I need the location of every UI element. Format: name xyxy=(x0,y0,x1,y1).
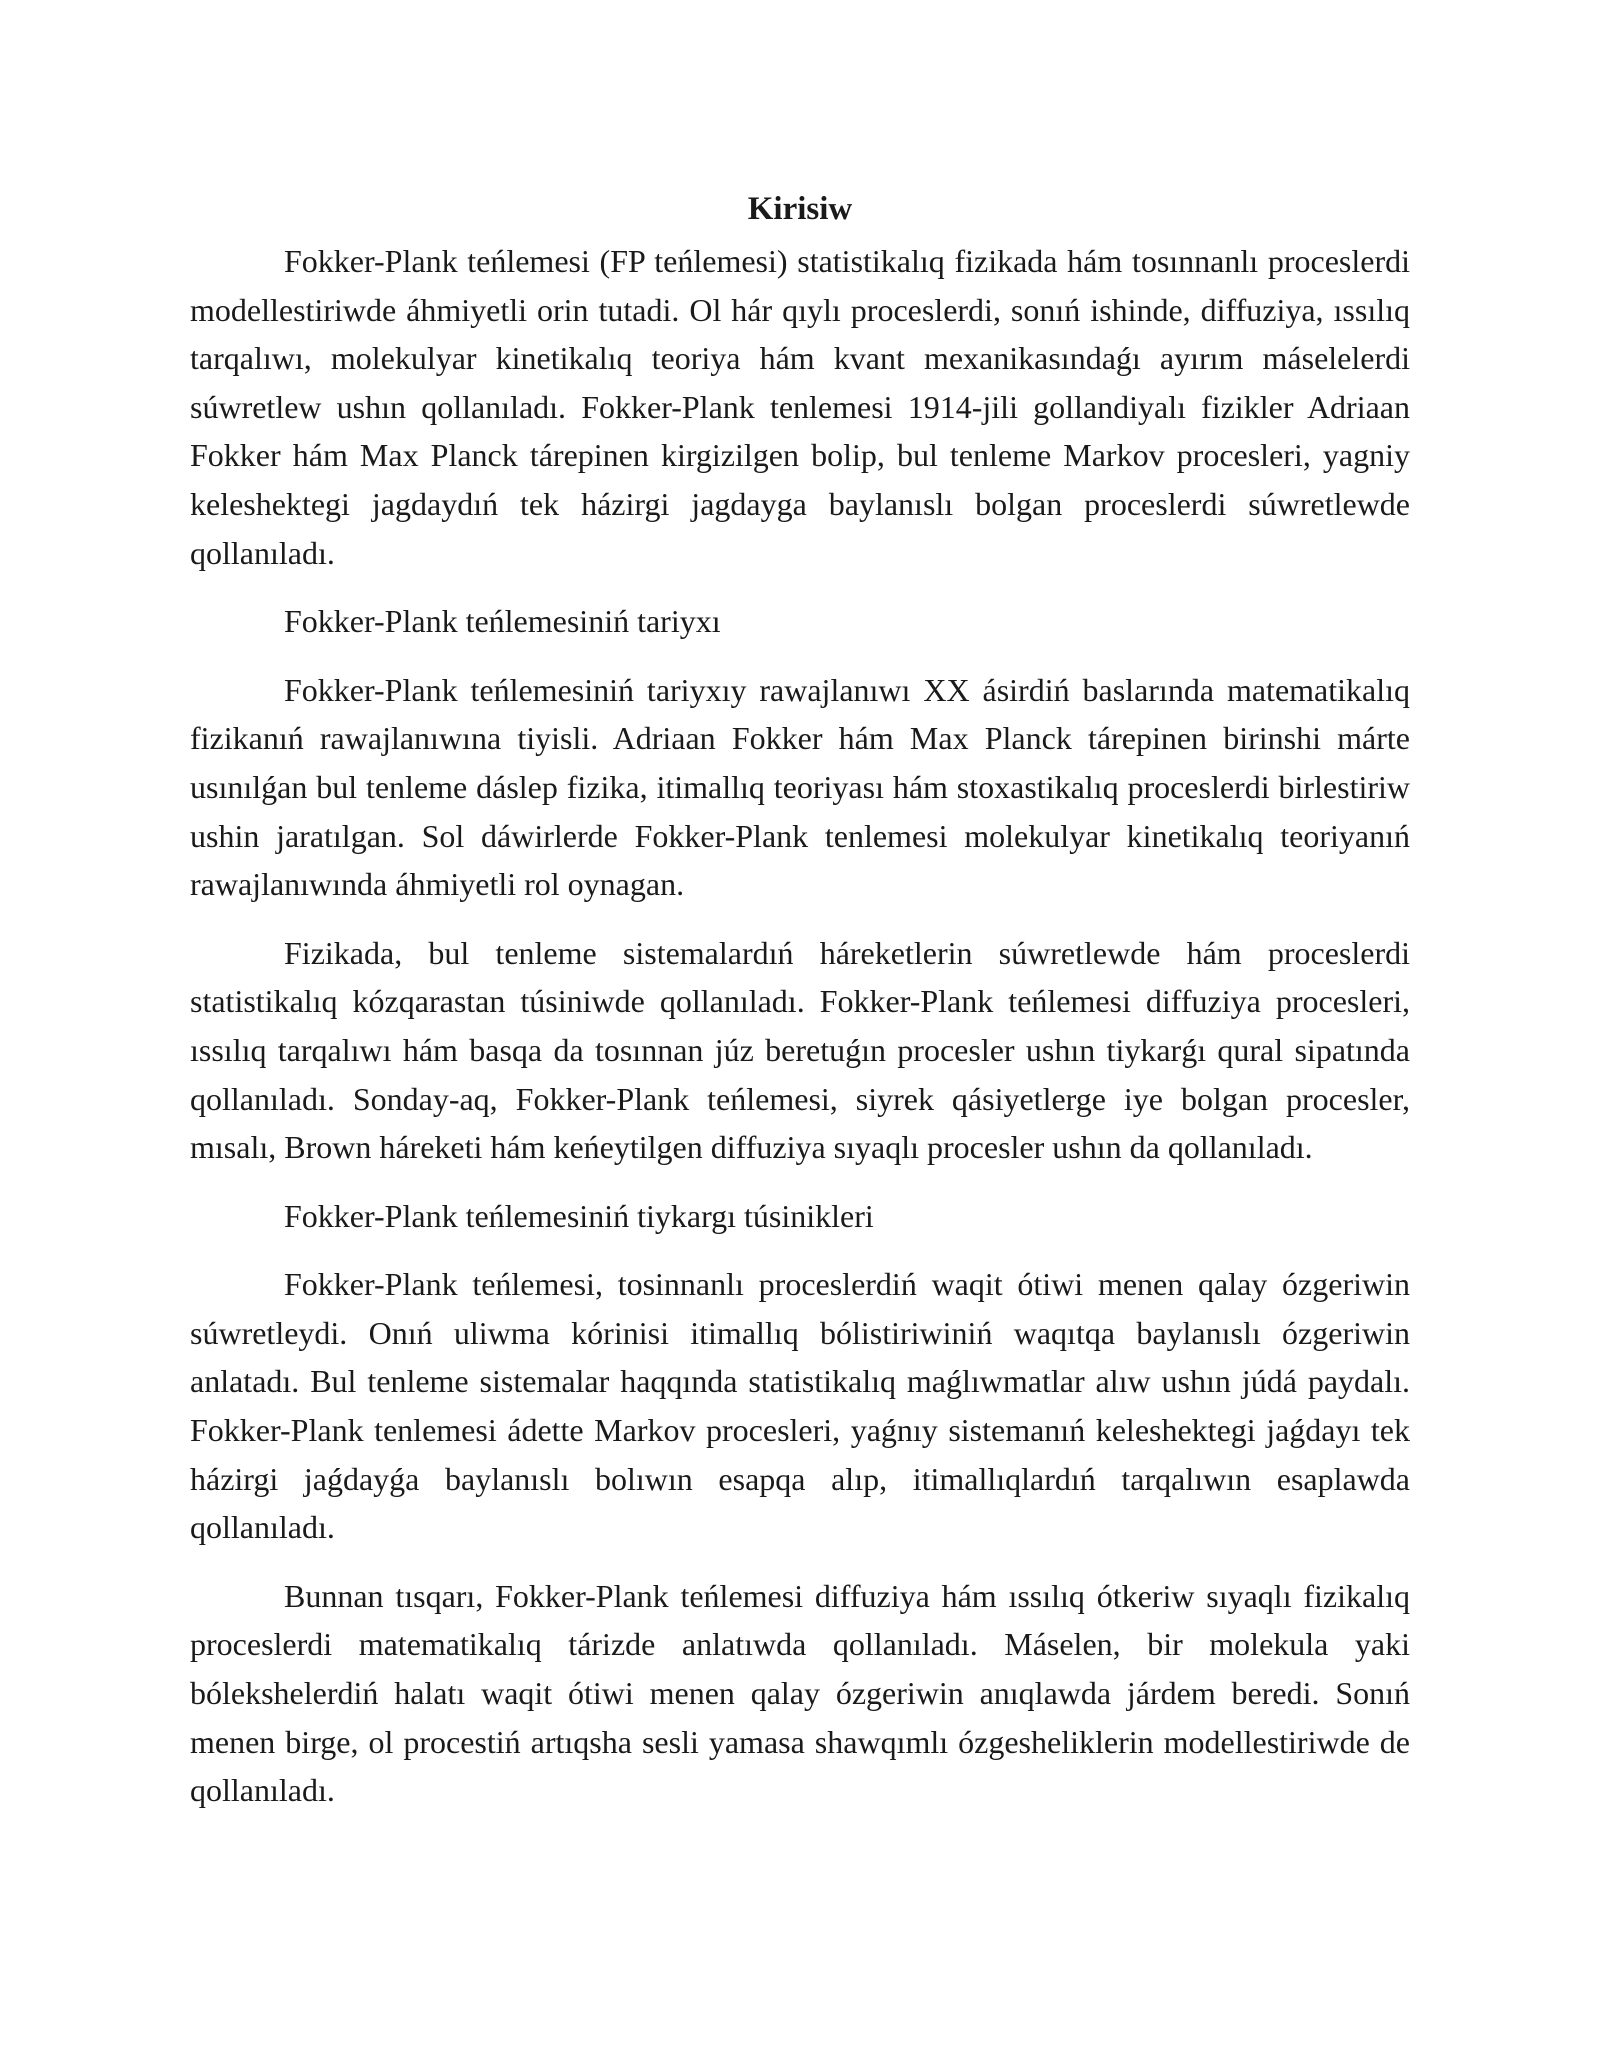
paragraph-applications: Bunnan tısqarı, Fokker-Plank teńlemesi diffuziya hám ıssılıq ótkeriw sıyaqlı fizikalıq proceslerdi matematikalıq tárizde anlatıwda qollanıladı. Máselen, bir molekula yaki bólekshelerdiń halatı waqit ótiwi menen qalay ózgeriwin anıqlawda járdem beredi. Sonıń menen birge, ol procestiń artıqsha sesli yamasa shawqımlı ózgesheliklerin modellestiriwde de qollanıladı. xyxy=(190,1577,1410,1809)
paragraph-concepts: Fokker-Plank teńlemesi, tosinnanlı proceslerdiń waqit ótiwi menen qalay ózgeriwin súwretleydi. Onıń uliwma kórinisi itimallıq bólistiriwiniń waqıtqa baylanıslı ózgeriwin anlatadı. Bul tenleme sistemalar haqqında statistikalıq maǵlıwmatlar alıw ushın júdá paydalı. Fokker-Plank tenlemesi ádette Markov procesleri, yaǵnıy sistemanıń keleshektegi jaǵdayı tek házirgi jaǵdayǵa baylanıslı bolıwın esapqa alıp, itimallıqlardıń tarqalıwın esaplawda qollanıladı. xyxy=(190,1266,1410,1546)
subheading-concepts: Fokker-Plank teńlemesiniń tiykargı túsinikleri xyxy=(284,1197,874,1234)
page-title: Kirisiw xyxy=(747,191,853,227)
subheading-history: Fokker-Plank teńlemesiniń tariyxı xyxy=(284,603,721,640)
paragraph-intro: Fokker-Plank teńlemesi (FP teńlemesi) statistikalıq fizikada hám tosınnanlı proceslerdi modellestiriwde áhmiyetli orin tutadi. Ol hár qıylı proceslerdi, sonıń ishinde, diffuziya, ıssılıq tarqalıwı, molekulyar kinetikalıq teoriya hám kvant mexanikasındaǵı ayırım máselelerdi súwretlew ushın qollanıladı. Fokker-Plank tenlemesi 1914-jili gollandiyalı fizikler Adriaan Fokker hám Max Planck tárepinen kirgizilgen bolip, bul tenleme Markov procesleri, yagniy keleshektegi jagdaydıń tek házirgi jagdayga baylanıslı bolgan proceslerdi súwretlewde qollanıladı. xyxy=(190,243,1410,571)
paragraph-history: Fokker-Plank teńlemesiniń tariyxıy rawajlanıwı XX ásirdiń baslarında matematikalıq fizikanıń rawajlanıwına tiyisli. Adriaan Fokker hám Max Planck tárepinen birinshi márte usınılǵan bul tenleme dáslep fizika, itimallıq teoriyası hám stoxastikalıq proceslerdi birlestiriw ushin jaratılgan. Sol dáwirlerde Fokker-Plank tenlemesi molekulyar kinetikalıq teoriyanıń rawajlanıwında áhmiyetli rol oynagan. xyxy=(190,671,1410,903)
paragraph-physics: Fizikada, bul tenleme sistemalardıń háreketlerin súwretlewde hám proceslerdi statistikalıq kózqarastan túsiniwde qollanıladı. Fokker-Plank teńlemesi diffuziya procesleri, ıssılıq tarqalıwı hám basqa da tosınnan júz beretuǵın procesler ushın tiykarǵı qural sipatında qollanıladı. Sonday-aq, Fokker-Plank teńlemesi, siyrek qásiyetlerge iye bolgan procesler, mısalı, Brown háreketi hám keńeytilgen diffuziya sıyaqlı procesler ushın da qollanıladı. xyxy=(190,934,1410,1166)
